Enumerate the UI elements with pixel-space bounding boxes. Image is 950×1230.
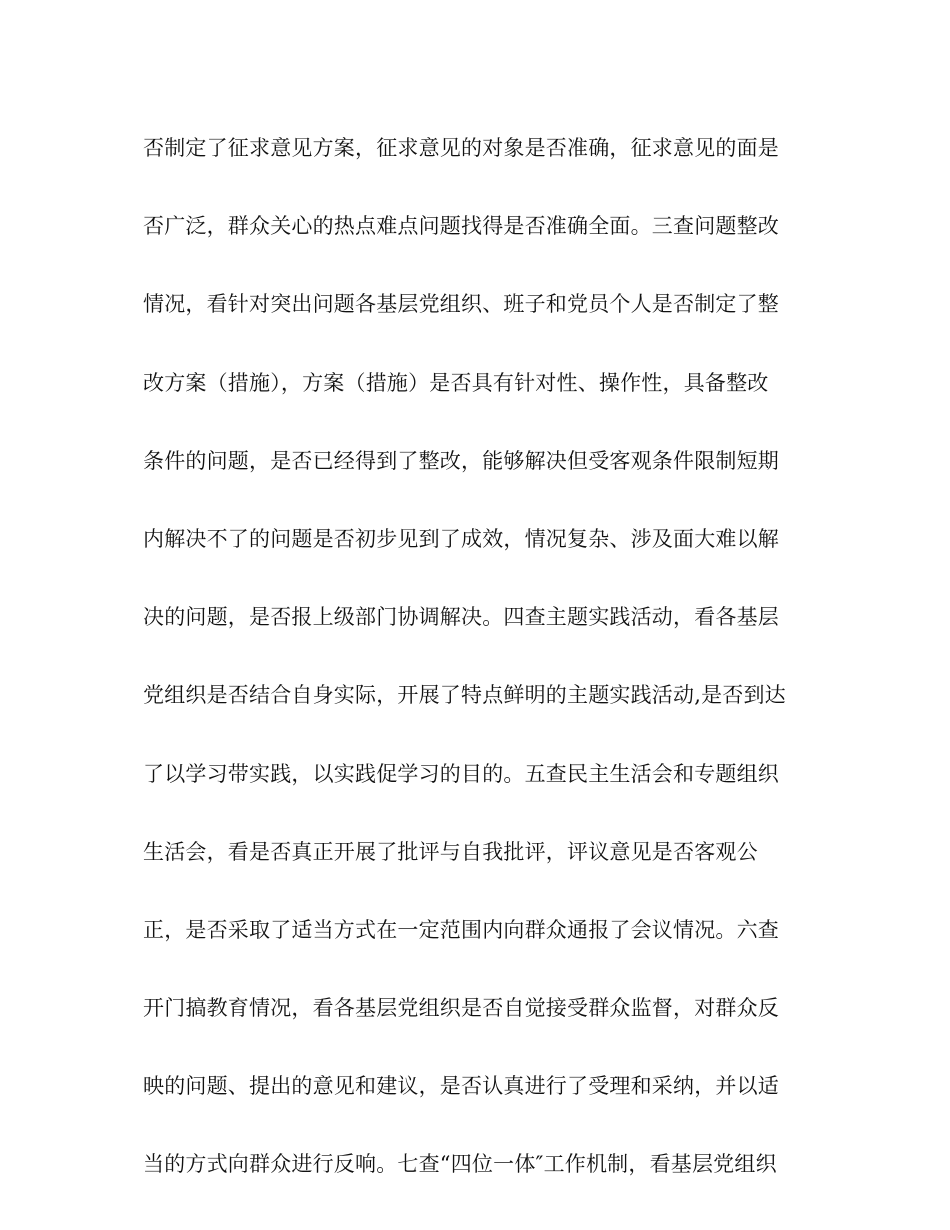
text-line: 改方案（措施），方案（措施）是否具有针对性、操作性，具备整改 <box>143 370 769 395</box>
text-line: 条件的问题，是否已经得到了整改，能够解决但受客观条件限制短期 <box>143 448 779 473</box>
text-line: 情况，看针对突出问题各基层党组织、班子和党员个人是否制定了整 <box>143 292 779 317</box>
text-line: 内解决不了的问题是否初步见到了成效，情况复杂、涉及面大难以解 <box>143 526 779 551</box>
text-line: 当的方式向群众进行反响。七查“四位一体″工作机制，看基层党组织 <box>143 1152 777 1177</box>
text-line: 正，是否采取了适当方式在一定范围内向群众通报了会议情况。六查 <box>143 917 779 942</box>
text-line: 映的问题、提出的意见和建议，是否认真进行了受理和采纳，并以适 <box>143 1074 779 1099</box>
text-line: 开门搞教育情况，看各基层党组织是否自觉接受群众监督，对群众反 <box>143 996 779 1021</box>
text-line: 了以学习带实践，以实践促学习的目的。五查民主生活会和专题组织 <box>143 761 779 786</box>
text-line: 否广泛，群众关心的热点难点问题找得是否准确全面。三查问题整改 <box>143 214 779 239</box>
text-line: 生活会，看是否真正开展了批评与自我批评，评议意见是否客观公 <box>143 839 758 864</box>
text-line: 党组织是否结合自身实际，开展了特点鲜明的主题实践活动,是否到达 <box>143 683 786 708</box>
text-line: 决的问题，是否报上级部门协调解决。四查主题实践活动，看各基层 <box>143 605 779 630</box>
body-text <box>143 122 823 1217</box>
text-line: 否制定了征求意见方案，征求意见的对象是否准确，征求意见的面是 <box>143 136 779 160</box>
